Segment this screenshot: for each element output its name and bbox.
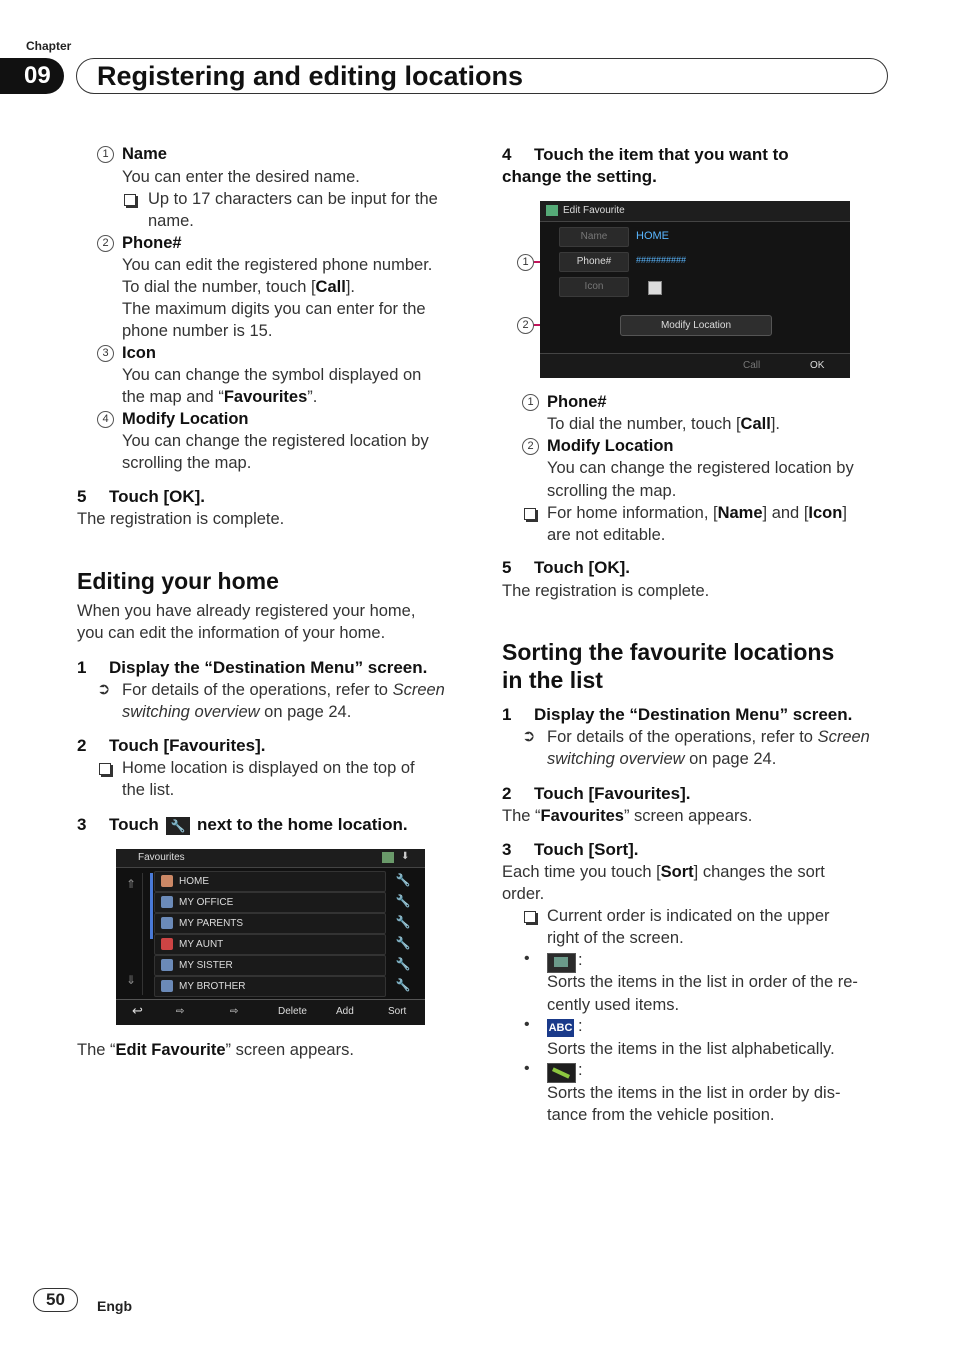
section-intro: When you have already registered your home, (77, 602, 416, 620)
language-code: Engb (97, 1298, 132, 1314)
item-text: scrolling the map. (547, 482, 677, 500)
edit-icon (546, 205, 558, 216)
call-button[interactable]: Call (743, 360, 761, 371)
step-note: switching overview on page 24. (122, 703, 352, 721)
item-text: You can change the registered location by (547, 459, 854, 477)
scroll-up-icon[interactable]: ⇑ (126, 877, 137, 891)
step-heading: next to the home location. (197, 815, 408, 834)
checkbox-icon (99, 763, 111, 775)
step-text: The “Favourites” screen appears. (502, 807, 753, 825)
callout-number: 1 (97, 146, 114, 163)
item-title: Phone# (122, 234, 182, 252)
recent-sort-icon (547, 953, 576, 973)
list-item[interactable]: MY PARENTS (154, 913, 386, 934)
item-text: To dial the number, touch [Call]. (122, 278, 355, 296)
step-heading: 5 Touch [OK]. (77, 487, 205, 506)
step-note: switching overview on page 24. (547, 750, 777, 768)
bullet-text: cently used items. (547, 996, 680, 1014)
result-text: The “Edit Favourite” screen appears. (77, 1041, 354, 1059)
step-note: right of the screen. (547, 929, 684, 947)
chapter-label: Chapter (26, 39, 72, 53)
delete-button[interactable]: Delete (278, 1006, 307, 1017)
step-heading: 3 Touch [Sort]. (502, 840, 639, 859)
step-note: the list. (122, 781, 175, 799)
back-icon[interactable]: ↩ (132, 1003, 143, 1018)
item-text: You can enter the desired name. (122, 168, 360, 186)
distance-sort-icon (547, 1063, 576, 1083)
colon: : (578, 1017, 583, 1035)
phone-field[interactable]: Phone# (559, 252, 629, 272)
scroll-bar[interactable] (120, 873, 143, 995)
name-value: HOME (636, 230, 669, 242)
wrench-icon[interactable]: 🔧 (395, 915, 411, 929)
item-text: You can change the symbol displayed on (122, 366, 422, 384)
arrow-icon: ➲ (97, 681, 111, 698)
bullet-text: Sorts the items in the list in order of the re- (547, 973, 858, 991)
selection-bar (150, 873, 153, 939)
bullet-text: Sorts the items in the list alphabetically. (547, 1040, 835, 1058)
page-title: Registering and editing locations (97, 61, 524, 91)
item-note: Up to 17 characters can be input for the (148, 190, 438, 208)
step-heading: 2 Touch [Favourites]. (502, 784, 691, 803)
scroll-down-icon[interactable]: ⇓ (126, 973, 137, 987)
ok-button[interactable]: OK (810, 360, 825, 371)
callout-number: 1 (517, 254, 534, 271)
section-heading: in the list (502, 667, 603, 693)
step-note: Home location is displayed on the top of (122, 759, 415, 777)
wrench-icon[interactable]: 🔧 (395, 936, 411, 950)
list-item[interactable]: MY OFFICE (154, 892, 386, 913)
item-text: You can change the registered location by (122, 432, 429, 450)
screen-footer (116, 999, 425, 1025)
sort-indicator-icon (382, 852, 394, 863)
item-title: Phone# (547, 393, 607, 411)
step-heading: 3 Touch (77, 815, 159, 834)
abc-sort-icon: ABC (547, 1019, 574, 1037)
page-number: 50 (33, 1288, 78, 1312)
item-note: are not editable. (547, 526, 666, 544)
bullet: • (524, 1060, 530, 1077)
modify-location-button[interactable]: Modify Location (620, 315, 772, 336)
step-heading: 1 Display the “Destination Menu” screen. (77, 658, 428, 677)
step-heading: 1 Display the “Destination Menu” screen. (502, 705, 853, 724)
wrench-icon[interactable]: 🔧 (395, 978, 411, 992)
step-heading: 2 Touch [Favourites]. (77, 736, 266, 755)
checkbox-icon (524, 508, 536, 520)
list-item[interactable]: HOME (154, 871, 386, 892)
edit-favourite-screenshot (540, 201, 850, 377)
step-heading: change the setting. (502, 167, 657, 186)
item-title: Modify Location (122, 410, 249, 428)
item-text: The maximum digits you can enter for the (122, 300, 426, 318)
screen-header (116, 849, 425, 868)
item-text: You can edit the registered phone number. (122, 256, 433, 274)
callout-number: 4 (97, 411, 114, 428)
step-heading: 4 Touch the item that you want to (502, 145, 789, 164)
item-text: To dial the number, touch [Call]. (547, 415, 780, 433)
bullet-text: Sorts the items in the list in order by dis- (547, 1084, 841, 1102)
item-title: Icon (122, 344, 156, 362)
bullet-text: tance from the vehicle position. (547, 1106, 775, 1124)
sort-button[interactable]: Sort (388, 1006, 407, 1017)
import-icon[interactable]: ⇨ (230, 1006, 239, 1017)
checkbox-icon (524, 911, 536, 923)
colon: : (578, 1061, 583, 1079)
step-note: Current order is indicated on the upper (547, 907, 830, 925)
location-icon (648, 281, 662, 295)
list-item[interactable]: MY SISTER (154, 955, 386, 976)
bullet: • (524, 950, 530, 967)
step-note: For details of the operations, refer to Screen (122, 681, 445, 699)
chapter-number: 09 (0, 58, 64, 94)
step-text: order. (502, 885, 545, 903)
icon-field[interactable]: Icon (559, 277, 629, 297)
arrow-icon: ➲ (522, 728, 536, 745)
screen-header (540, 201, 850, 222)
home-icon (161, 875, 173, 887)
callout-number: 1 (522, 394, 539, 411)
favourites-screenshot (116, 849, 425, 1024)
item-text: the map and “Favourites”. (122, 388, 318, 406)
location-icon (161, 917, 173, 929)
callout-number: 2 (522, 438, 539, 455)
item-text: scrolling the map. (122, 454, 252, 472)
wrench-icon[interactable]: 🔧 (395, 957, 411, 971)
phone-value: ########## (636, 255, 687, 265)
screen-footer (540, 353, 850, 378)
section-intro: you can edit the information of your home. (77, 624, 386, 642)
wrench-icon: 🔧 (166, 817, 190, 835)
item-note: name. (148, 212, 194, 230)
item-title: Modify Location (547, 437, 674, 455)
name-field[interactable]: Name (559, 227, 629, 247)
location-icon (161, 980, 173, 992)
item-text: phone number is 15. (122, 322, 273, 340)
colon: : (578, 951, 583, 969)
location-icon (161, 896, 173, 908)
step-text: Each time you touch [Sort] changes the sort (502, 863, 825, 881)
section-heading: Editing your home (77, 568, 279, 594)
callout-number: 2 (97, 235, 114, 252)
list-item[interactable]: MY BROTHER (154, 976, 386, 997)
item-title: Name (122, 145, 167, 163)
screen-title: Edit Favourite (563, 205, 625, 216)
export-icon[interactable]: ⇨ (176, 1006, 185, 1017)
wrench-icon[interactable]: 🔧 (395, 894, 411, 908)
arrow-icon: ⬇ (401, 851, 410, 862)
step-note: For details of the operations, refer to Screen (547, 728, 870, 746)
wrench-icon[interactable]: 🔧 (395, 873, 411, 887)
item-note: For home information, [Name] and [Icon] (547, 504, 847, 522)
step-heading: 5 Touch [OK]. (502, 558, 630, 577)
callout-number: 3 (97, 345, 114, 362)
step-text: The registration is complete. (502, 582, 710, 600)
location-icon (161, 959, 173, 971)
callout-number: 2 (517, 317, 534, 334)
step-text: The registration is complete. (77, 510, 285, 528)
location-icon (161, 938, 173, 950)
screen-title: Favourites (138, 852, 185, 863)
section-heading: Sorting the favourite locations (502, 639, 835, 665)
bullet: • (524, 1016, 530, 1033)
add-button[interactable]: Add (336, 1006, 354, 1017)
checkbox-icon (124, 194, 136, 206)
list-item[interactable]: MY AUNT (154, 934, 386, 955)
